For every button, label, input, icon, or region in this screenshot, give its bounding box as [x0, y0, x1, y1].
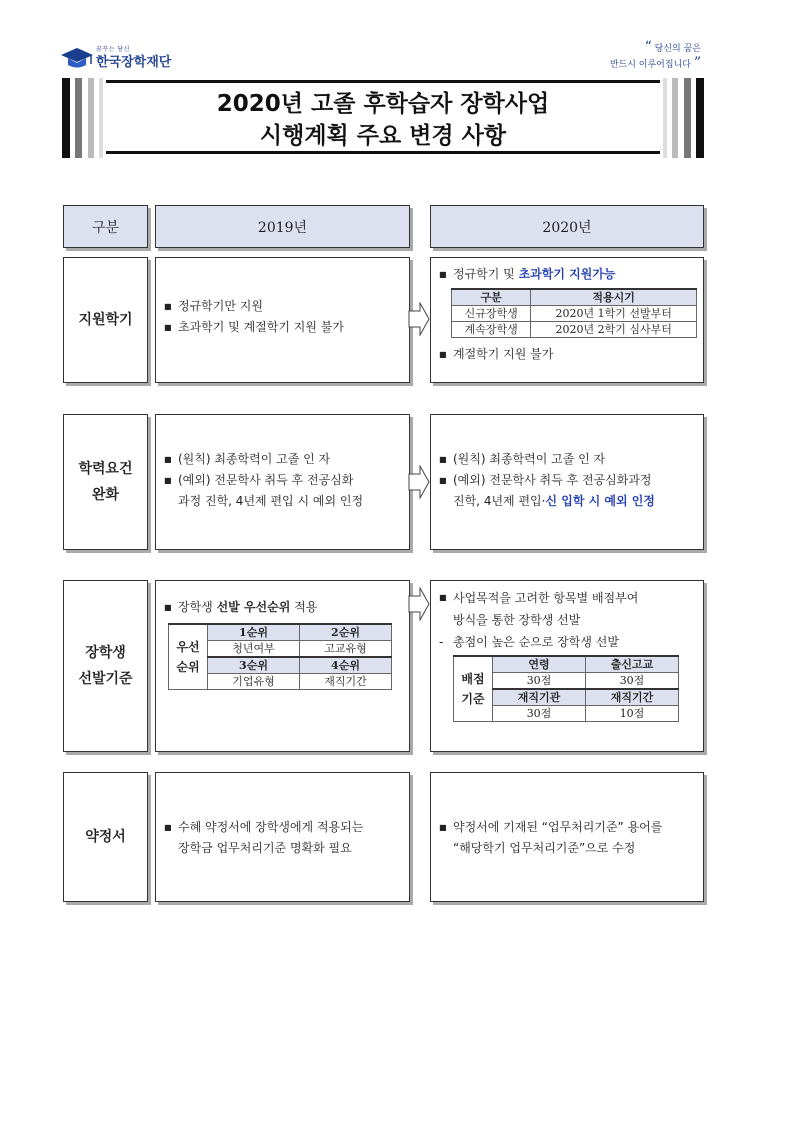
table-row: 3순위 4순위	[169, 657, 392, 674]
arrow-right-icon	[408, 465, 430, 499]
table-row: 30점 30점	[454, 673, 679, 690]
list-item: ■ 사업목적을 고려한 항목별 배점부여 방식을 통한 장학생 선발	[439, 591, 639, 627]
row-label-text: 지원학기	[78, 312, 133, 328]
table-row: 재직기관 재직기간	[454, 689, 679, 706]
list-item: ■ 계절학기 지원 불가	[439, 347, 554, 361]
list-item: - 총점이 높은 순으로 장학생 선발	[439, 635, 619, 649]
page-title	[106, 80, 660, 154]
graduation-cap-icon	[60, 46, 94, 70]
row-label-education: 학력요건 완화	[63, 414, 148, 550]
row2-2019	[155, 414, 410, 550]
list-item: ■ 정규학기 및 초과학기 지원가능	[439, 267, 616, 281]
title-line2: 시행계획 주요 변경 사항	[259, 123, 507, 149]
title-bar-right-2	[684, 78, 691, 158]
list-item: ■ 약정서에 기재된 “업무처리기준” 용어를 “해당학기 업무처리기준”으로 수정	[439, 820, 663, 855]
title-bar-left-4	[99, 78, 103, 158]
title-bar-right-4	[663, 78, 667, 158]
slogan: “ 당신의 꿈은 반드시 이루어집니다 ”	[609, 39, 701, 71]
row1-2019	[155, 257, 410, 383]
row-label-selection: 장학생 선발기준	[63, 580, 148, 752]
row4-2019	[155, 772, 410, 902]
row3-2019	[155, 580, 410, 752]
list-item: ■ 장학생 선발 우선순위 적용	[164, 600, 318, 614]
list-item: ■ (원칙) 최종학력이 고졸 인 자	[439, 452, 606, 466]
schedule-table: 구분 적용시기 신규장학생 2020년 1학기 선발부터 계속장학생 2020년 2학기 심사부터	[451, 288, 697, 338]
priority-table: 우선 순위 1순위 2순위 청년여부 고교유형 3순위 4순위 기업유형 재직기간	[168, 623, 392, 690]
list-item: ■ 수혜 약정서에 장학생에게 적용되는 장학금 업무처리기준 명확화 필요	[164, 820, 364, 855]
row-label-agreement: 약정서	[63, 772, 148, 902]
title-bar-left-1	[62, 78, 70, 158]
title-bar-right-3	[672, 78, 678, 158]
slogan-line1: 당신의 꿈은	[654, 44, 701, 54]
title-bar-right-1	[696, 78, 704, 158]
row2-2020	[430, 414, 704, 550]
arrow-right-icon	[408, 587, 430, 621]
list-item: ■ 정규학기만 지원	[164, 299, 263, 313]
title-banner	[62, 78, 704, 158]
row1-2020	[430, 257, 704, 383]
score-table: 배점 기준 연령 출신고교 30점 30점 재직기관 재직기간 30점 10점	[453, 655, 679, 722]
header-category: 구분	[63, 205, 148, 248]
logo-name: 한국장학재단	[96, 55, 172, 70]
table-row: 청년여부 고교유형	[169, 641, 392, 658]
title-bar-left-2	[75, 78, 82, 158]
logo	[60, 44, 190, 72]
row-label-semester	[63, 257, 148, 383]
list-item: ■ 초과학기 및 계절학기 지원 불가	[164, 320, 344, 334]
slogan-line2: 반드시 이루어집니다	[609, 60, 691, 70]
table-row: 30점 10점	[454, 706, 679, 722]
arrow-right-icon	[408, 302, 430, 336]
title-line1: 2020년 고졸 후학습자 장학사업	[216, 91, 550, 117]
row4-2020	[430, 772, 704, 902]
logo-tagline: 꿈꾸는 당신	[96, 46, 130, 53]
list-item: ■ (원칙) 최종학력이 고졸 인 자	[164, 452, 331, 466]
header-2019: 2019년	[155, 205, 410, 248]
list-item: ■ (예외) 전문학사 취득 후 전공심화 과정 진학, 4년제 편입 시 예외 인정	[164, 473, 364, 508]
table-row: 계속장학생 2020년 2학기 심사부터	[452, 322, 697, 338]
table-row: 신규장학생 2020년 1학기 선발부터	[452, 306, 697, 322]
header-2020: 2020년	[430, 205, 704, 248]
title-bar-left-3	[88, 78, 94, 158]
list-item: ■ (예외) 전문학사 취득 후 전공심화과정 진학, 4년제 편입·신 입학 시 예외 인정	[439, 473, 655, 508]
row3-2020	[430, 580, 704, 752]
table-row: 기업유형 재직기간	[169, 674, 392, 690]
